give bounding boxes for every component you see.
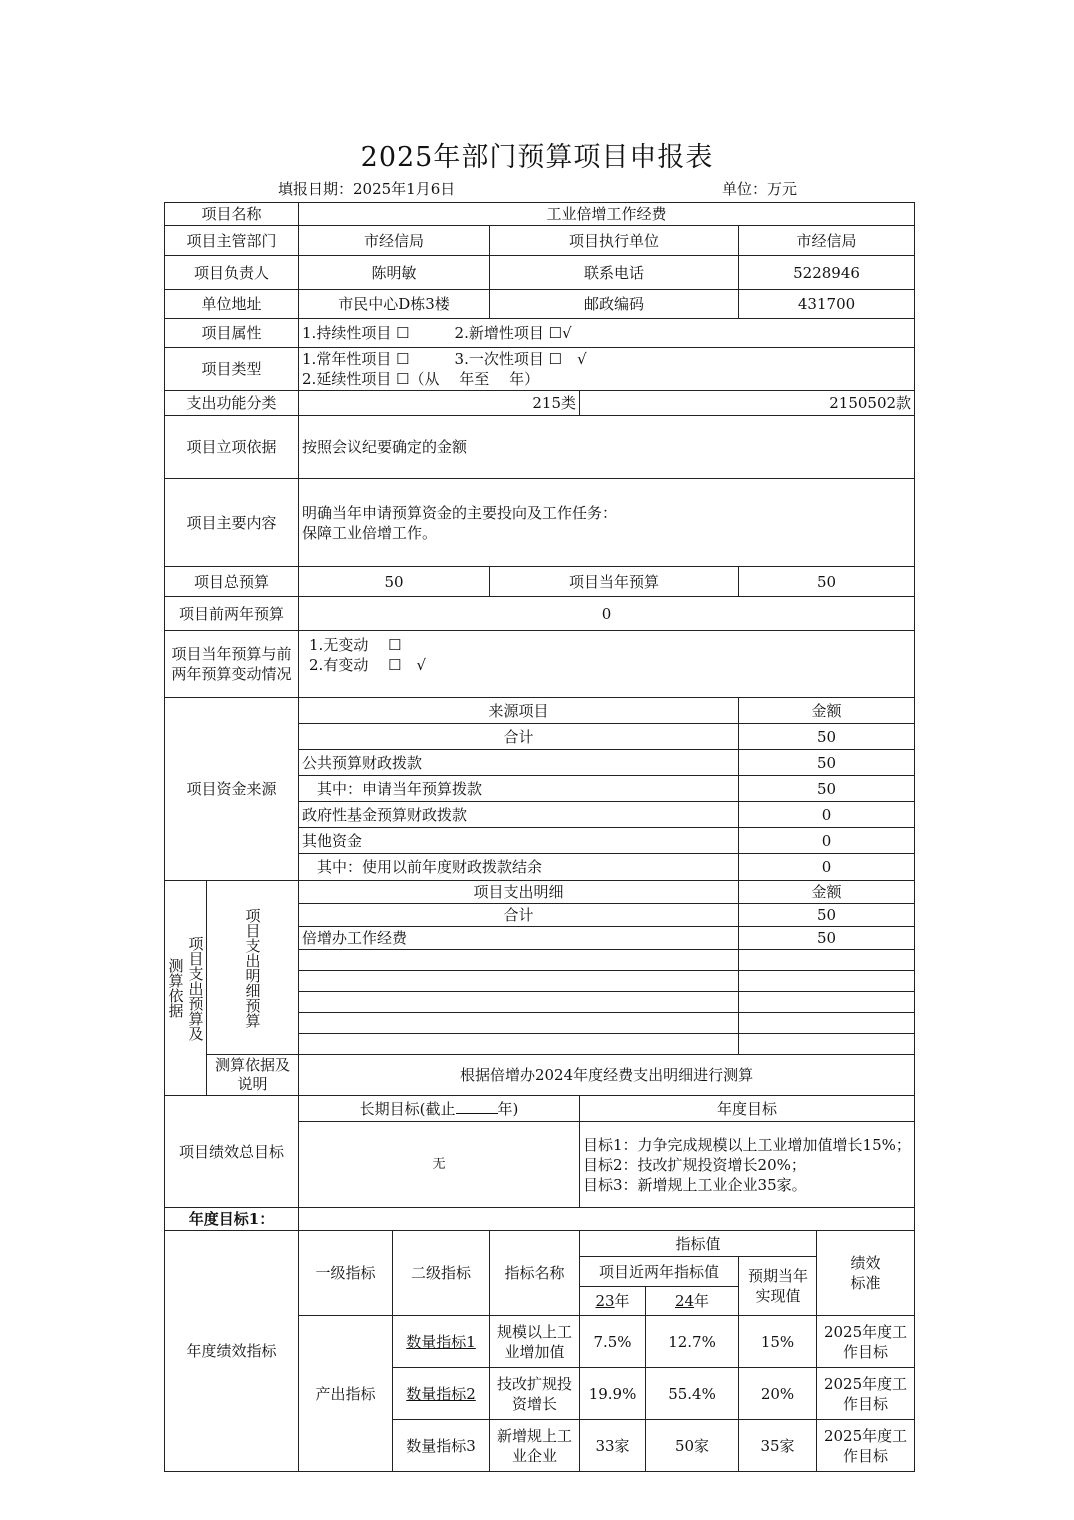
- perf-annual-header: 年度目标: [580, 1096, 915, 1122]
- source-row-amount: 0: [739, 828, 915, 854]
- perf-long-term-prefix: 长期目标(截止: [359, 1099, 456, 1118]
- header-value: 指标值: [580, 1231, 817, 1257]
- header-level1: 一级指标: [299, 1231, 393, 1316]
- label-postcode: 邮政编码: [490, 290, 739, 319]
- expense-item-label: 倍增办工作经费: [299, 927, 739, 950]
- label-exec-unit: 项目执行单位: [490, 226, 739, 256]
- source-header-amount: 金额: [739, 698, 915, 724]
- change-line-2: 2.有变动 ☐ √: [309, 656, 427, 674]
- indicator-y24: 50家: [646, 1420, 739, 1472]
- row-prev-budget: [165, 597, 915, 631]
- indicator-y24: 55.4%: [646, 1368, 739, 1420]
- label-expense-detail: [207, 881, 299, 1055]
- content-line-1: 明确当年申请预算资金的主要投向及工作任务：: [302, 503, 618, 522]
- value-change: [299, 631, 915, 698]
- perf-annual-line-3: 目标3：新增规上工业企业35家。: [583, 1175, 807, 1194]
- value-total-budget: 50: [299, 567, 490, 597]
- row-type: [165, 348, 915, 391]
- indicator-standard: 2025年度工作目标: [817, 1420, 915, 1472]
- label-address: 单位地址: [165, 290, 299, 319]
- row-attr: [165, 319, 915, 348]
- label-total-budget: 项目总预算: [165, 567, 299, 597]
- expense-detail-text: 项目支出明细预算: [243, 907, 262, 1028]
- source-row-amount: 50: [739, 750, 915, 776]
- expense-header-row: [165, 881, 915, 904]
- indicator-level2: 数量指标1: [393, 1316, 490, 1368]
- header-expected: 预期当年实现值: [739, 1257, 817, 1316]
- value-leader: 陈明敏: [299, 256, 490, 290]
- source-row-label: 其他资金: [299, 828, 739, 854]
- row-dept: [165, 226, 915, 256]
- indicator-level2: 数量指标3: [393, 1420, 490, 1472]
- label-dept: 项目主管部门: [165, 226, 299, 256]
- expense-total-amount: 50: [739, 904, 915, 927]
- value-prev-budget: 0: [299, 597, 915, 631]
- year-blank: [456, 1099, 498, 1114]
- source-row-label: 其中：使用以前年度财政拨款结余: [299, 854, 739, 881]
- label-attr: 项目属性: [165, 319, 299, 348]
- row-change: [165, 631, 915, 698]
- indicator-name: 新增规上工业企业: [490, 1420, 580, 1472]
- perf-long-term-header: [299, 1096, 580, 1122]
- indicator-expected: 20%: [739, 1368, 817, 1420]
- change-line-1: 1.无变动 ☐: [309, 636, 402, 654]
- expense-header-item: 项目支出明细: [299, 881, 739, 904]
- row-annual-target: [165, 1208, 915, 1231]
- fill-date: 填报日期：2025年1月6日: [278, 180, 456, 198]
- source-row-amount: 50: [739, 724, 915, 750]
- row-address: [165, 290, 915, 319]
- label-project-name: 项目名称: [165, 203, 299, 226]
- indicator-y23: 7.5%: [580, 1316, 646, 1368]
- label-func-class: 支出功能分类: [165, 391, 299, 416]
- value-attr: 1.持续性项目 ☐ 2.新增性项目 ☐√: [299, 319, 915, 348]
- header-standard: 绩效标准: [817, 1231, 915, 1316]
- indicator-header-row-1: [165, 1231, 915, 1257]
- header-recent: 项目近两年指标值: [580, 1257, 739, 1287]
- indicator-name: 技改扩规投资增长: [490, 1368, 580, 1420]
- value-year-budget: 50: [739, 567, 915, 597]
- expense-budget-text: 项目支出预算及测算依据: [166, 935, 205, 1041]
- expense-header-amount: 金额: [739, 881, 915, 904]
- perf-long-term-value: 无: [299, 1122, 580, 1208]
- header-level2: 二级指标: [393, 1231, 490, 1316]
- perf-long-term-suffix: 年): [497, 1099, 519, 1118]
- value-content: [299, 479, 915, 567]
- value-address: 市民中心D栋3楼: [299, 290, 490, 319]
- value-postcode: 431700: [739, 290, 915, 319]
- row-budget: [165, 567, 915, 597]
- indicator-expected: 15%: [739, 1316, 817, 1368]
- indicator-expected: 35家: [739, 1420, 817, 1472]
- indicator-level2: 数量指标2: [393, 1368, 490, 1420]
- type-line-1: 1.常年性项目 ☐ 3.一次性项目 ☐ √: [302, 350, 587, 368]
- indicator-y23: 33家: [580, 1420, 646, 1472]
- indicator-standard: 2025年度工作目标: [817, 1316, 915, 1368]
- unit-label: 单位：万元: [722, 180, 798, 198]
- source-row-label: 合计: [299, 724, 739, 750]
- source-row-label: 其中：申请当年预算拨款: [299, 776, 739, 802]
- label-source: 项目资金来源: [165, 698, 299, 881]
- label-expense-budget: [165, 881, 207, 1096]
- source-row-amount: 50: [739, 776, 915, 802]
- label-perf-total: 项目绩效总目标: [165, 1096, 299, 1208]
- row-leader: [165, 256, 915, 290]
- row-project-name: [165, 203, 915, 226]
- label-content: 项目主要内容: [165, 479, 299, 567]
- budget-form-table: [164, 202, 915, 1472]
- label-phone: 联系电话: [490, 256, 739, 290]
- indicator-y23: 19.9%: [580, 1368, 646, 1420]
- indicator-name: 规模以上工业增加值: [490, 1316, 580, 1368]
- row-func-class: [165, 391, 915, 416]
- value-type: [299, 348, 915, 391]
- expense-total-label: 合计: [299, 904, 739, 927]
- source-row-label: 公共预算财政拨款: [299, 750, 739, 776]
- row-calc-basis: [165, 1055, 915, 1096]
- perf-header-row: [165, 1096, 915, 1122]
- label-change: 项目当年预算与前两年预算变动情况: [165, 631, 299, 698]
- value-project-name: 工业倍增工作经费: [299, 203, 915, 226]
- source-header-item: 来源项目: [299, 698, 739, 724]
- source-row-label: 政府性基金预算财政拨款: [299, 802, 739, 828]
- label-annual-target-1: 年度目标1：: [165, 1208, 299, 1231]
- value-func-class-2: 2150502款: [580, 391, 915, 416]
- label-basis: 项目立项依据: [165, 416, 299, 479]
- label-prev-budget: 项目前两年预算: [165, 597, 299, 631]
- value-calc-basis: 根据倍增办2024年度经费支出明细进行测算: [299, 1055, 915, 1096]
- value-annual-target-1: [299, 1208, 915, 1231]
- row-content: [165, 479, 915, 567]
- value-phone: 5228946: [739, 256, 915, 290]
- header-name: 指标名称: [490, 1231, 580, 1316]
- expense-item-amount: 50: [739, 927, 915, 950]
- value-basis: 按照会议纪要确定的金额: [299, 416, 915, 479]
- perf-annual-line-2: 目标2：技改扩规投资增长20%；: [583, 1155, 806, 1174]
- label-year-budget: 项目当年预算: [490, 567, 739, 597]
- content-line-2: 保障工业倍增工作。: [302, 523, 438, 542]
- indicator-standard: 2025年度工作目标: [817, 1368, 915, 1420]
- source-header-row: [165, 698, 915, 724]
- source-row-amount: 0: [739, 854, 915, 881]
- label-calc-basis: 测算依据及说明: [207, 1055, 299, 1096]
- label-annual-indicator: 年度绩效指标: [165, 1231, 299, 1472]
- header-year-23: 23年: [580, 1287, 646, 1316]
- type-line-2: 2.延续性项目 ☐（从 年至 年）: [302, 370, 540, 388]
- row-basis: [165, 416, 915, 479]
- label-type: 项目类型: [165, 348, 299, 391]
- value-func-class-1: 215类: [299, 391, 580, 416]
- perf-annual-line-1: 目标1：力争完成规模以上工业增加值增长15%；: [583, 1135, 911, 1154]
- value-exec-unit: 市经信局: [739, 226, 915, 256]
- perf-annual-value: [580, 1122, 915, 1208]
- source-row-amount: 0: [739, 802, 915, 828]
- page-title: 2025年部门预算项目申报表: [360, 142, 714, 173]
- indicator-y24: 12.7%: [646, 1316, 739, 1368]
- level1-output: 产出指标: [299, 1316, 393, 1472]
- header-year-24: 24年: [646, 1287, 739, 1316]
- label-leader: 项目负责人: [165, 256, 299, 290]
- value-dept: 市经信局: [299, 226, 490, 256]
